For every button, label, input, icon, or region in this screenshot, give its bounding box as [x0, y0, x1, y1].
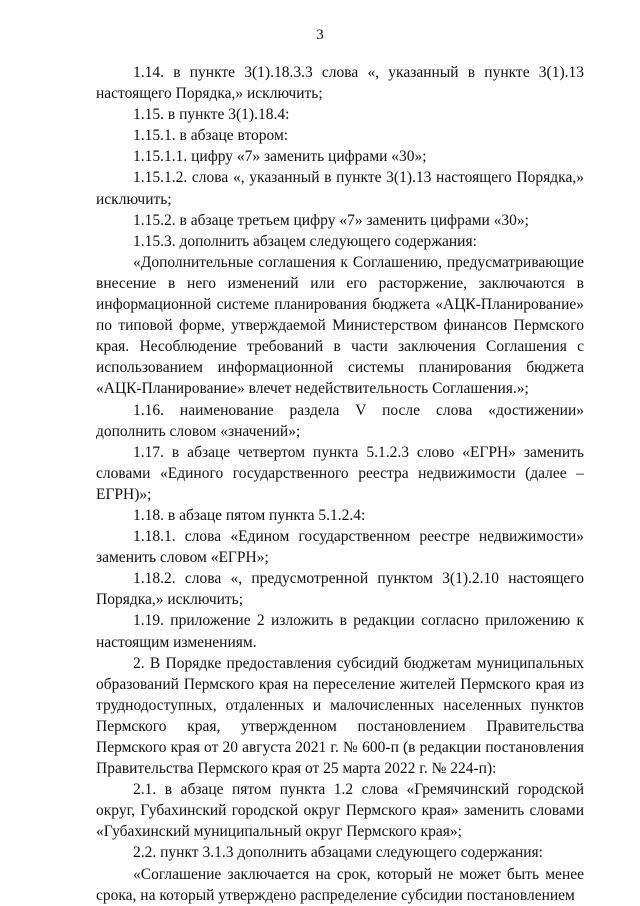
- paragraph-1-15: 1.15. в пункте 3(1).18.4:: [133, 106, 290, 124]
- paragraph-2-1: 2.1. в абзаце пятом пункта 1.2 слова «Гремячинский городской округ, Губахинский городской округ Пермского края» заменить словами «Губахинский муниципальный округ Пермского края»;: [96, 781, 584, 841]
- paragraph-2: 2. В Порядке предоставления субсидий бюджетам муниципальных образований Пермского края на переселение жителей Пермского края из труднодоступных, отдаленных и малочисленных населенных пунктов Пермского края, утвержденном постановлением Правительства Пермского края от 20 августа 2021 г. № 600-п (в редакции постановления Правительства Пермского края от 25 марта 2022 г. № 224-п):: [96, 654, 584, 778]
- paragraph-1-14: 1.14. в пункте 3(1).18.3.3 слова «, указанный в пункте 3(1).13 настоящего Порядка,» исключить;: [96, 64, 584, 103]
- paragraph-quote-agreement-term: «Соглашение заключается на срок, который не может быть менее срока, на который утверждено распределение субсидии постановлением: [96, 865, 584, 904]
- paragraph-1-19: 1.19. приложение 2 изложить в редакции согласно приложению к настоящим изменениям.: [96, 612, 584, 651]
- paragraph-1-18-2: 1.18.2. слова «, предусмотренной пунктом 3(1).2.10 настоящего Порядка,» исключить;: [96, 570, 584, 609]
- paragraph-1-18: 1.18. в абзаце пятом пункта 5.1.2.4:: [133, 506, 366, 524]
- paragraph-1-15-1: 1.15.1. в абзаце втором:: [133, 127, 289, 145]
- paragraph-1-15-1-2: 1.15.1.2. слова «, указанный в пункте 3(1).13 настоящего Порядка,» исключить;: [96, 169, 584, 208]
- paragraph-1-15-2: 1.15.2. в абзаце третьем цифру «7» заменить цифрами «30»;: [133, 211, 529, 229]
- paragraph-2-2: 2.2. пункт 3.1.3 дополнить абзацами следующего содержания:: [133, 844, 543, 862]
- paragraph-1-15-3: 1.15.3. дополнить абзацем следующего содержания:: [133, 232, 477, 250]
- paragraph-1-16: 1.16. наименование раздела V после слова «достижении» дополнить словом «значений»;: [96, 401, 584, 440]
- paragraph-1-17: 1.17. в абзаце четвертом пункта 5.1.2.3 слово «ЕГРН» заменить словами «Единого государственного реестра недвижимости (далее – ЕГРН)»;: [96, 443, 584, 503]
- document-body: [96, 62, 584, 906]
- paragraph-1-15-1-1: 1.15.1.1. цифру «7» заменить цифрами «30»;: [133, 148, 427, 166]
- page-number: 3: [316, 27, 324, 43]
- paragraph-1-18-1: 1.18.1. слова «Едином государственном реестре недвижимости» заменить словом «ЕГРН»;: [96, 528, 584, 567]
- paragraph-quote-additional-agreements: «Дополнительные соглашения к Соглашению, предусматривающие внесение в него изменений или его расторжение, заключаются в информационной системе планирования бюджета «АЦК-Планирование» по типовой форме, утверждаемой Министерством финансов Пермского края. Несоблюдение требований в части заключения Соглашения с использованием информационной системы планирования бюджета «АЦК-Планирование» влечет недействительность Соглашения.»;: [96, 253, 584, 398]
